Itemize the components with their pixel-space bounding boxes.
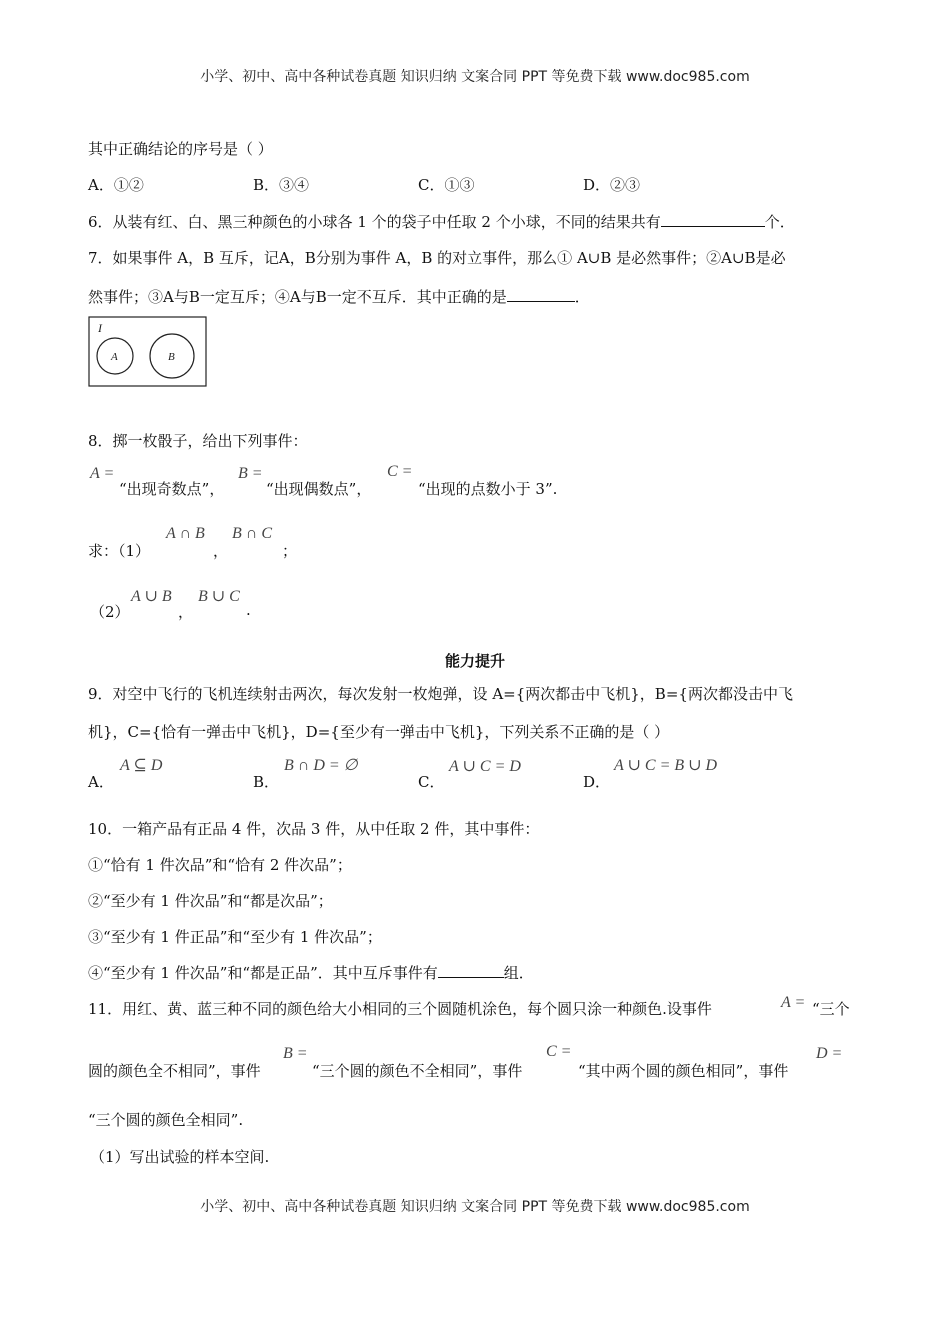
q8-ask2-sep: ， — [178, 603, 194, 621]
q8-b-text: “出现偶数点”， — [266, 480, 372, 498]
q11-b-symbol: B = — [283, 1045, 308, 1062]
q6-text: 6．从装有红、白、黑三种颜色的小球各 1 个的袋子中任取 2 个小球，不同的结果共有 — [88, 213, 661, 231]
q5-option-d: D．②③ — [583, 176, 641, 194]
q8-c-symbol: C = — [387, 463, 413, 480]
q8-ask1-math2: B ∩ C — [232, 525, 272, 542]
q5-option-a: A．①② — [88, 176, 144, 194]
q10-answer-blank[interactable] — [438, 963, 504, 978]
page-footer: 小学、初中、高中各种试卷真题 知识归纳 文案合同 PPT 等免费下载 www.doc985.com — [200, 1199, 750, 1215]
q10-item-1: ①“恰有 1 件次品”和“恰有 2 件次品”； — [88, 856, 352, 874]
q8-ask1-sep: ， — [213, 542, 229, 560]
q9-line1: 9．对空中飞行的飞机连续射击两次，每次发射一枚炮弹，设 A={两次都击中飞机}，B={两次都没击中飞 — [88, 685, 793, 703]
q10-stem: 10．一箱产品有正品 4 件，次品 3 件，从中任取 2 件，其中事件： — [88, 820, 540, 838]
q10-item-2: ②“至少有 1 件次品”和“都是次品”； — [88, 892, 333, 910]
q11-line1-text: 11．用红、黄、蓝三种不同的颜色给大小相同的三个圆随机涂色，每个圆只涂一种颜色.设事件 — [88, 1000, 712, 1018]
section-title: 能力提升 — [444, 652, 505, 670]
q5-stem: 其中正确结论的序号是（ ） — [88, 140, 273, 158]
page-header: 小学、初中、高中各种试卷真题 知识归纳 文案合同 PPT 等免费下载 www.doc985.com — [200, 69, 750, 85]
q10-item-3: ③“至少有 1 件正品”和“至少有 1 件次品”； — [88, 928, 382, 946]
q11-a-symbol: A = — [781, 994, 806, 1011]
q8-ask1-end: ； — [282, 542, 298, 560]
q10-item-4 — [88, 962, 534, 983]
q11-c-symbol: C = — [546, 1043, 572, 1060]
q7-answer-blank[interactable] — [507, 287, 575, 302]
q9-option-a-math: A ⊆ D — [120, 757, 163, 774]
q9-option-d-math: A ∪ C = B ∪ D — [614, 757, 718, 774]
q11-d-symbol: D = — [816, 1045, 843, 1062]
venn-label-a: A — [111, 351, 118, 363]
q9-option-b-label: B． — [253, 773, 280, 791]
q10-item-4-end: 组． — [503, 964, 534, 982]
q8-ask2-label: （2） — [90, 603, 130, 621]
venn-universe-box — [89, 317, 206, 386]
q8-ask1-label: 求：（1） — [88, 542, 151, 560]
q10-item-4-text: ④“至少有 1 件次品”和“都是正品”．其中互斥事件有 — [88, 964, 438, 982]
q11-line1-end: “三个 — [812, 1000, 850, 1018]
q9-option-c-math: A ∪ C = D — [449, 758, 521, 775]
q11-sub1: （1）写出试验的样本空间. — [90, 1148, 270, 1166]
q7-line2-text: 然事件；③A与B一定互斥；④A与B一定不互斥．其中正确的是 — [88, 288, 507, 306]
q6-answer-blank[interactable] — [661, 212, 765, 227]
q8-ask2-math2: B ∪ C — [198, 588, 240, 605]
q9-option-b-math: B ∩ D = ∅ — [284, 757, 358, 774]
venn-diagram — [88, 316, 208, 388]
q8-a-text: “出现奇数点”， — [119, 480, 225, 498]
q6 — [88, 211, 795, 232]
q8-ask2-math1: A ∪ B — [131, 588, 172, 605]
q8-b-symbol: B = — [238, 465, 263, 482]
q7-line2-end: ． — [574, 288, 590, 306]
q7-line2 — [88, 286, 590, 307]
q9-option-a-label: A． — [88, 773, 114, 791]
q9-line2: 机}，C={恰有一弹击中飞机}，D={至少有一弹击中飞机}，下列关系不正确的是（ ） — [88, 723, 670, 741]
q5-option-c: C．①③ — [418, 176, 475, 194]
q8-c-text: “出现的点数小于 3”. — [418, 480, 558, 498]
q8-stem: 8．掷一枚骰子，给出下列事件： — [88, 432, 308, 450]
q9-option-c-label: C． — [418, 773, 445, 791]
q9-option-d-label: D． — [583, 773, 611, 791]
q8-ask1-math1: A ∩ B — [166, 525, 205, 542]
q11-line2-text-a: 圆的颜色全不相同”，事件 — [88, 1062, 261, 1080]
q7-line1: 7．如果事件 A，B 互斥，记A，B分别为事件 A，B 的对立事件，那么① A∪B 是必然事件；②A∪B是必 — [88, 249, 786, 267]
q8-ask2-end: . — [246, 601, 251, 619]
q6-text-end: 个． — [764, 213, 795, 231]
venn-label-b: B — [168, 351, 175, 363]
q11-line2-text-c: “其中两个圆的颜色相同”，事件 — [578, 1062, 789, 1080]
q8-a-symbol: A = — [90, 465, 115, 482]
venn-universe-label: I — [98, 321, 102, 335]
q11-line3: “三个圆的颜色全相同”. — [88, 1111, 244, 1129]
q11-line2-text-b: “三个圆的颜色不全相同”，事件 — [312, 1062, 523, 1080]
q5-option-b: B．③④ — [253, 176, 310, 194]
